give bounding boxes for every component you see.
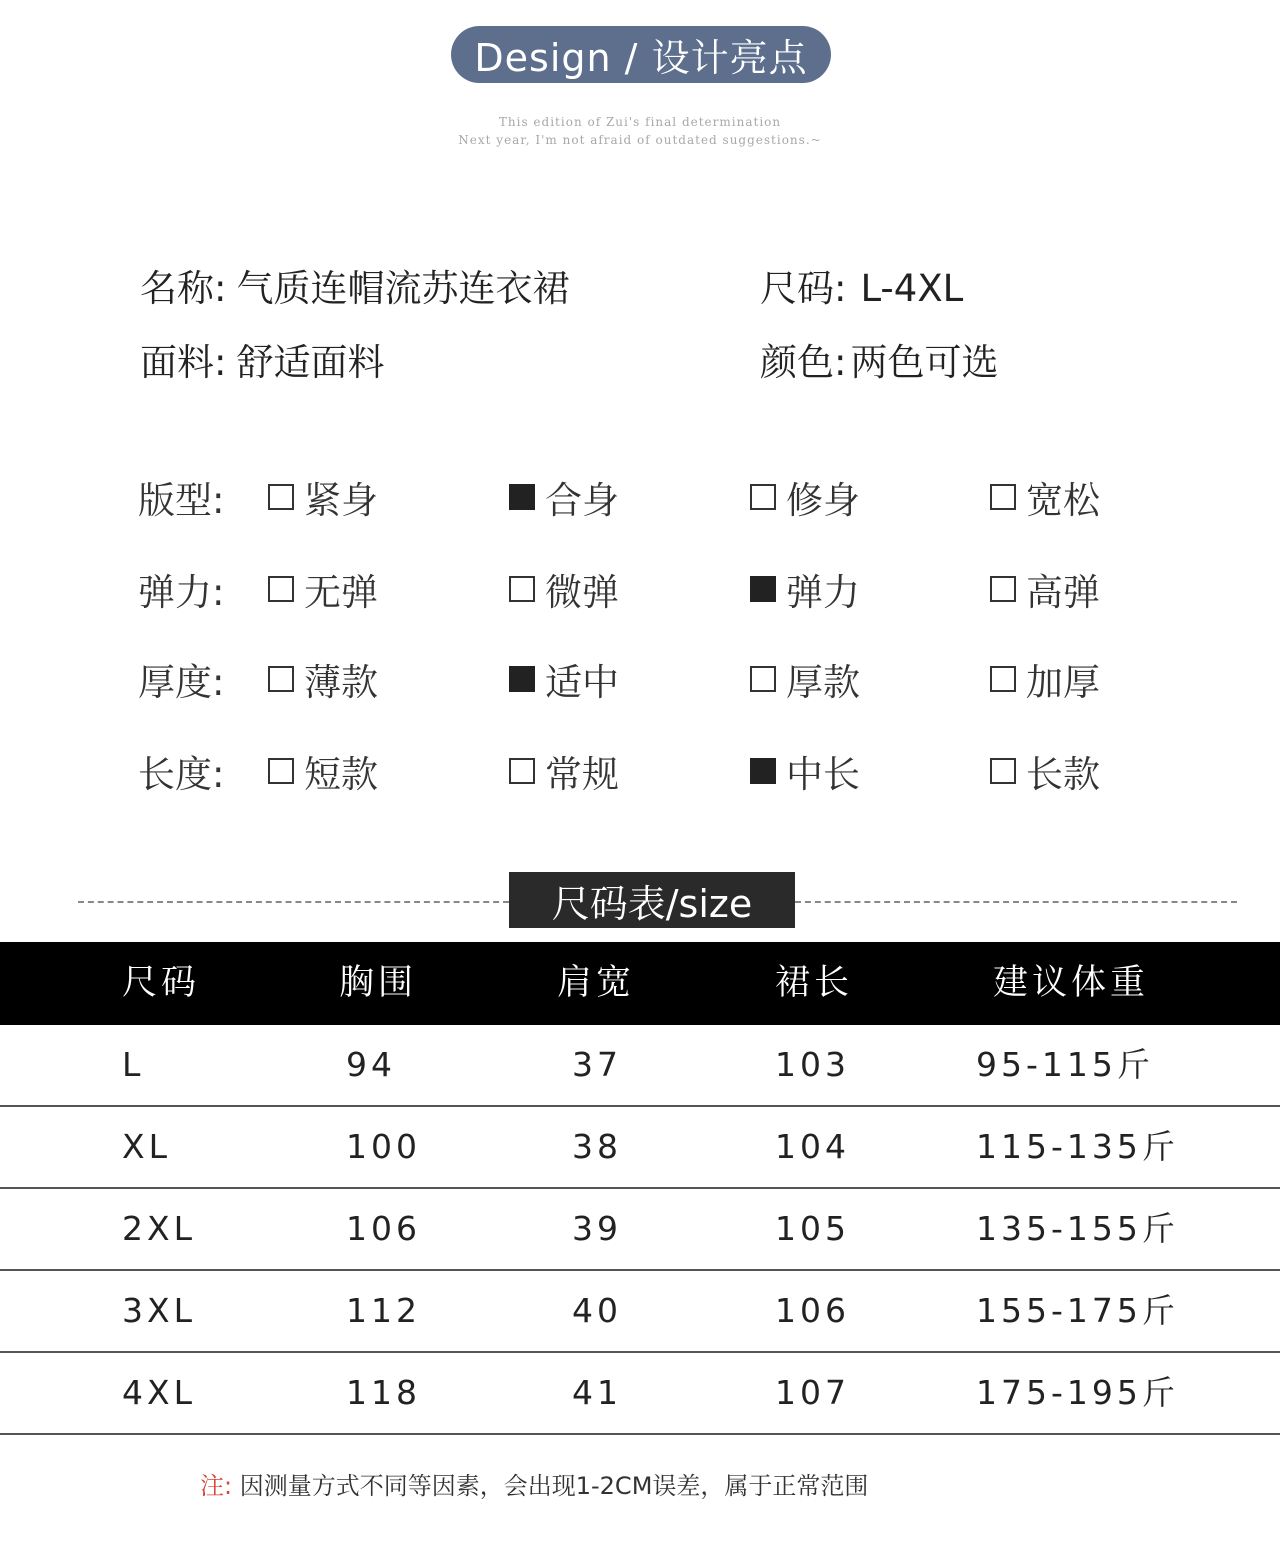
checkbox-checked-icon [509, 666, 535, 692]
cell-bust: 106 [346, 1209, 421, 1248]
cell-weight: 95-115斤 [976, 1045, 1154, 1084]
size-table-header [0, 942, 1280, 1025]
design-title-pill [451, 26, 831, 83]
attr-option [750, 562, 860, 616]
attr-option [990, 652, 1100, 706]
checkbox-icon [990, 758, 1016, 784]
info-color-value: 两色可选 [850, 341, 999, 384]
attr-option [750, 652, 860, 706]
cell-shoulder: 37 [572, 1045, 622, 1084]
info-name-value: 气质连帽流苏连衣裙 [236, 267, 570, 310]
attr-option-label: 弹力 [786, 571, 860, 614]
checkbox-icon [990, 484, 1016, 510]
cell-bust: 118 [346, 1373, 421, 1412]
cell-weight: 135-155斤 [976, 1209, 1179, 1248]
attr-option [509, 470, 619, 524]
header-size: 尺码 [122, 963, 201, 1003]
attr-label-elasticity: 弹力: [138, 571, 225, 614]
note-prefix: 注: [200, 1472, 233, 1500]
table-row [0, 1025, 1280, 1107]
attr-option-label: 微弹 [545, 571, 619, 614]
checkbox-icon [509, 576, 535, 602]
attr-option-label: 长款 [1026, 753, 1100, 796]
checkbox-icon [268, 576, 294, 602]
cell-bust: 100 [346, 1127, 421, 1166]
attr-option-label: 无弹 [304, 571, 378, 614]
cell-length: 105 [775, 1209, 850, 1248]
cell-weight: 115-135斤 [976, 1127, 1179, 1166]
attr-option-label: 短款 [304, 753, 378, 796]
attr-option-label: 宽松 [1026, 479, 1100, 522]
attr-label-fit: 版型: [138, 479, 225, 522]
cell-size: 3XL [122, 1291, 196, 1330]
info-size-value: L-4XL [860, 267, 964, 310]
attr-option [750, 470, 860, 524]
measurement-note [200, 1466, 868, 1501]
cell-length: 103 [775, 1045, 850, 1084]
info-name [140, 258, 569, 312]
attr-label-thickness: 厚度: [138, 661, 225, 704]
info-fabric-label: 面料: [140, 341, 227, 384]
divider-right [795, 901, 1237, 903]
attr-option [509, 562, 619, 616]
divider-left [78, 901, 509, 903]
table-row [0, 1107, 1280, 1189]
checkbox-icon [509, 758, 535, 784]
attr-option [268, 470, 378, 524]
checkbox-icon [268, 758, 294, 784]
design-title: Design / 设计亮点 [474, 36, 808, 80]
attr-option [268, 652, 378, 706]
cell-bust: 94 [346, 1045, 396, 1084]
attr-option-label: 中长 [786, 753, 860, 796]
cell-length: 106 [775, 1291, 850, 1330]
info-fabric-value: 舒适面料 [236, 341, 385, 384]
attr-option-label: 厚款 [786, 661, 860, 704]
info-fabric [140, 332, 384, 386]
attr-option [509, 744, 619, 798]
attr-option-label: 适中 [545, 661, 619, 704]
cell-length: 104 [775, 1127, 850, 1166]
info-color-label: 颜色: [760, 341, 847, 384]
cell-weight: 155-175斤 [976, 1291, 1179, 1330]
attr-option-label: 薄款 [304, 661, 378, 704]
info-size [760, 258, 963, 312]
cell-shoulder: 40 [572, 1291, 622, 1330]
checkbox-icon [990, 666, 1016, 692]
attr-option-label: 高弹 [1026, 571, 1100, 614]
note-text: 因测量方式不同等因素，会出现1-2CM误差，属于正常范围 [239, 1472, 869, 1500]
checkbox-checked-icon [750, 576, 776, 602]
cell-weight: 175-195斤 [976, 1373, 1179, 1412]
checkbox-icon [268, 484, 294, 510]
attr-option-label: 紧身 [304, 479, 378, 522]
cell-size: 2XL [122, 1209, 196, 1248]
attr-option [268, 562, 378, 616]
subtitle-line-1: This edition of Zui's final determination [498, 115, 782, 129]
checkbox-checked-icon [509, 484, 535, 510]
attr-option [990, 562, 1100, 616]
header-shoulder: 肩宽 [557, 963, 636, 1003]
info-name-label: 名称: [140, 267, 227, 310]
checkbox-icon [990, 576, 1016, 602]
size-table-title: 尺码表/size [509, 872, 795, 928]
attr-option [990, 470, 1100, 524]
checkbox-icon [268, 666, 294, 692]
attr-option-label: 合身 [545, 479, 619, 522]
cell-size: 4XL [122, 1373, 196, 1412]
attr-option-label: 修身 [786, 479, 860, 522]
table-row [0, 1353, 1280, 1435]
attr-option [509, 652, 619, 706]
cell-shoulder: 39 [572, 1209, 622, 1248]
table-row [0, 1271, 1280, 1353]
attr-option [750, 744, 860, 798]
attr-option-label: 加厚 [1026, 661, 1100, 704]
header-bust: 胸围 [339, 963, 418, 1003]
info-color [760, 332, 998, 386]
checkbox-icon [750, 666, 776, 692]
checkbox-icon [750, 484, 776, 510]
info-size-label: 尺码: [760, 267, 847, 310]
attr-option-label: 常规 [545, 753, 619, 796]
cell-shoulder: 41 [572, 1373, 622, 1412]
cell-size: XL [122, 1127, 171, 1166]
attr-option [268, 744, 378, 798]
header-weight: 建议体重 [993, 963, 1150, 1003]
checkbox-checked-icon [750, 758, 776, 784]
cell-bust: 112 [346, 1291, 421, 1330]
attr-option [990, 744, 1100, 798]
subtitle-line-2: Next year, I'm not afraid of outdated suggestions.~ [458, 133, 822, 147]
cell-size: L [122, 1045, 145, 1084]
attr-label-length: 长度: [138, 753, 225, 796]
cell-shoulder: 38 [572, 1127, 622, 1166]
cell-length: 107 [775, 1373, 850, 1412]
table-row [0, 1189, 1280, 1271]
header-length: 裙长 [775, 963, 854, 1003]
